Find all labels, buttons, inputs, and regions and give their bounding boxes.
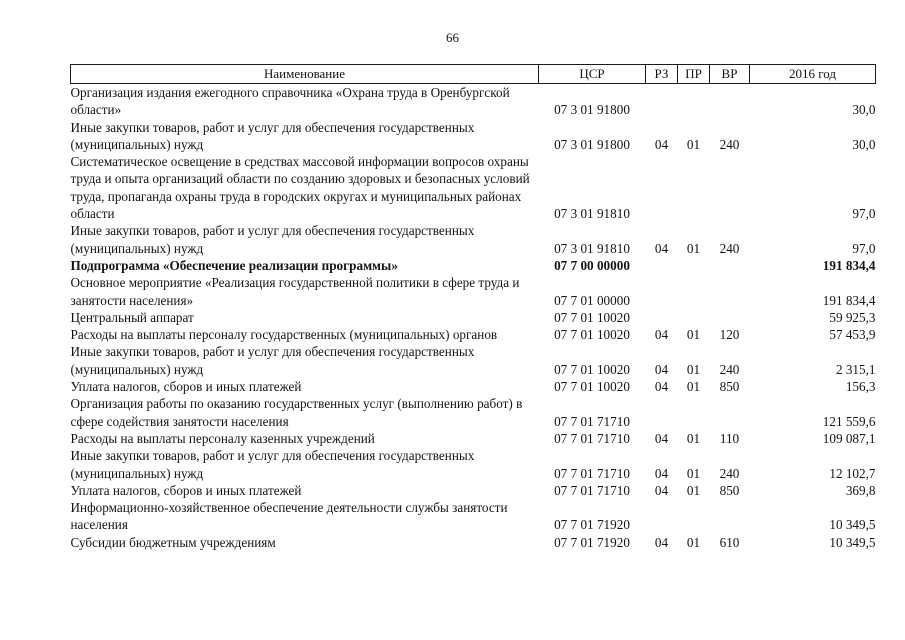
row-amount: 97,0: [852, 240, 876, 256]
row-amount: 2 315,1: [835, 361, 876, 377]
row-rz: 04: [654, 240, 669, 256]
row-name: Иные закупки товаров, работ и услуг для обеспечения государственных (муниципальных) нужд: [70, 119, 475, 152]
header-pr: ПР: [678, 65, 710, 84]
row-vr: [710, 274, 750, 309]
row-name: Информационно-хозяйственное обеспечение деятельности службы занятости населения: [70, 500, 508, 533]
row-name: Расходы на выплаты персоналу государственных (муниципальных) органов: [70, 327, 498, 343]
row-name: Иные закупки товаров, работ и услуг для обеспечения государственных (муниципальных) нужд: [70, 344, 475, 377]
row-vr: 850: [719, 379, 740, 395]
row-rz: [646, 499, 678, 534]
table-row: [71, 447, 876, 482]
table-row: [71, 274, 876, 309]
row-csr: 07 3 01 91800: [554, 102, 630, 118]
row-pr: [678, 499, 710, 534]
row-csr: 07 7 01 71710: [554, 413, 630, 429]
row-rz: [646, 84, 678, 119]
row-csr: 07 3 01 91810: [554, 240, 630, 256]
row-vr: 110: [719, 430, 740, 446]
row-amount: 30,0: [852, 136, 876, 152]
row-pr: 01: [686, 465, 701, 481]
header-csr: ЦСР: [539, 65, 646, 84]
row-rz: 04: [654, 534, 669, 550]
row-pr: [678, 395, 710, 430]
table-body: [71, 84, 876, 552]
table-row: [71, 153, 876, 222]
row-csr: 07 7 01 71710: [554, 465, 630, 481]
row-csr: 07 7 00 00000: [554, 257, 630, 273]
row-csr: 07 7 01 00000: [554, 292, 630, 308]
row-rz: [646, 153, 678, 222]
row-pr: [678, 309, 710, 326]
row-rz: 04: [654, 430, 669, 446]
row-amount: 109 087,1: [822, 430, 876, 446]
page-number: 66: [446, 30, 459, 45]
table-row: [71, 395, 876, 430]
table-row: [71, 309, 876, 326]
row-amount: 156,3: [845, 379, 876, 395]
row-vr: [710, 395, 750, 430]
row-vr: [710, 153, 750, 222]
row-csr: 07 7 01 71710: [554, 482, 630, 498]
row-name: Субсидии бюджетным учреждениям: [70, 534, 276, 550]
row-amount: 191 834,4: [822, 292, 876, 308]
row-pr: [678, 257, 710, 274]
row-pr: [678, 274, 710, 309]
row-vr: 240: [719, 465, 740, 481]
table-header-row: [71, 65, 876, 84]
table-row: [71, 119, 876, 154]
row-name: Систематическое освещение в средствах массовой информации вопросов охраны труда и опыта организаций области по созданию здоровых и безопасных условий труда, пропаганда охраны труда в городских округах и муниципальных районах области: [70, 154, 530, 222]
row-name: Организация издания ежегодного справочника «Охрана труда в Оренбургской области»: [70, 85, 510, 118]
row-amount: 97,0: [852, 206, 876, 222]
row-pr: 01: [686, 327, 701, 343]
row-name: Организация работы по оказанию государственных услуг (выполнению работ) в сфере содействия занятости населения: [70, 396, 523, 429]
row-vr: [710, 257, 750, 274]
table-row: [71, 499, 876, 534]
row-amount: 10 349,5: [829, 517, 876, 533]
row-rz: 04: [654, 482, 669, 498]
row-amount: 369,8: [845, 482, 876, 498]
row-name: Иные закупки товаров, работ и услуг для обеспечения государственных (муниципальных) нужд: [70, 448, 475, 481]
row-vr: 610: [719, 534, 740, 550]
row-vr: 240: [719, 136, 740, 152]
row-pr: 01: [686, 534, 701, 550]
row-rz: 04: [654, 465, 669, 481]
row-csr: 07 3 01 91810: [554, 206, 630, 222]
row-name: Центральный аппарат: [70, 309, 194, 325]
table-row: [71, 482, 876, 499]
row-pr: 01: [686, 361, 701, 377]
row-csr: 07 7 01 71710: [554, 430, 630, 446]
row-amount: 30,0: [852, 102, 876, 118]
row-amount: 191 834,4: [822, 257, 876, 273]
row-rz: 04: [654, 361, 669, 377]
row-pr: 01: [686, 240, 701, 256]
row-rz: [646, 274, 678, 309]
row-csr: 07 3 01 91800: [554, 136, 630, 152]
row-name: Расходы на выплаты персоналу казенных учреждений: [70, 430, 375, 446]
row-pr: 01: [686, 136, 701, 152]
row-amount: 57 453,9: [829, 327, 876, 343]
row-csr: 07 7 01 10020: [554, 309, 630, 325]
header-vr: ВР: [710, 65, 750, 84]
row-csr: 07 7 01 10020: [554, 379, 630, 395]
row-csr: 07 7 01 10020: [554, 327, 630, 343]
header-year: 2016 год: [750, 65, 876, 84]
table-row: [71, 534, 876, 551]
row-vr: [710, 84, 750, 119]
budget-table: [70, 64, 876, 551]
header-rz: РЗ: [646, 65, 678, 84]
row-vr: [710, 499, 750, 534]
table-row: [71, 222, 876, 257]
table-row: [71, 84, 876, 119]
row-vr: 240: [719, 361, 740, 377]
header-name: Наименование: [71, 65, 539, 84]
row-vr: 240: [719, 240, 740, 256]
row-rz: [646, 309, 678, 326]
row-rz: 04: [654, 379, 669, 395]
table-row: [71, 430, 876, 447]
row-name: Уплата налогов, сборов и иных платежей: [70, 482, 302, 498]
row-name: Иные закупки товаров, работ и услуг для обеспечения государственных (муниципальных) нужд: [70, 223, 475, 256]
table-row: [71, 378, 876, 395]
table-row: [71, 257, 876, 274]
row-amount: 121 559,6: [822, 413, 876, 429]
row-pr: [678, 84, 710, 119]
row-amount: 12 102,7: [829, 465, 876, 481]
row-rz: 04: [654, 136, 669, 152]
row-name: Подпрограмма «Обеспечение реализации программы»: [70, 257, 398, 273]
row-rz: [646, 257, 678, 274]
row-csr: 07 7 01 10020: [554, 361, 630, 377]
row-vr: 850: [719, 482, 740, 498]
table-row: [71, 326, 876, 343]
row-pr: 01: [686, 482, 701, 498]
row-amount: 59 925,3: [829, 309, 876, 325]
row-pr: 01: [686, 430, 701, 446]
table-row: [71, 343, 876, 378]
row-pr: [678, 153, 710, 222]
row-name: Основное мероприятие «Реализация государственной политики в сфере труда и занятости населения»: [70, 275, 520, 308]
row-csr: 07 7 01 71920: [554, 534, 630, 550]
row-vr: [710, 309, 750, 326]
row-pr: 01: [686, 379, 701, 395]
row-name: Уплата налогов, сборов и иных платежей: [70, 379, 302, 395]
row-vr: 120: [719, 327, 740, 343]
row-amount: 10 349,5: [829, 534, 876, 550]
row-rz: 04: [654, 327, 669, 343]
row-csr: 07 7 01 71920: [554, 517, 630, 533]
row-rz: [646, 395, 678, 430]
